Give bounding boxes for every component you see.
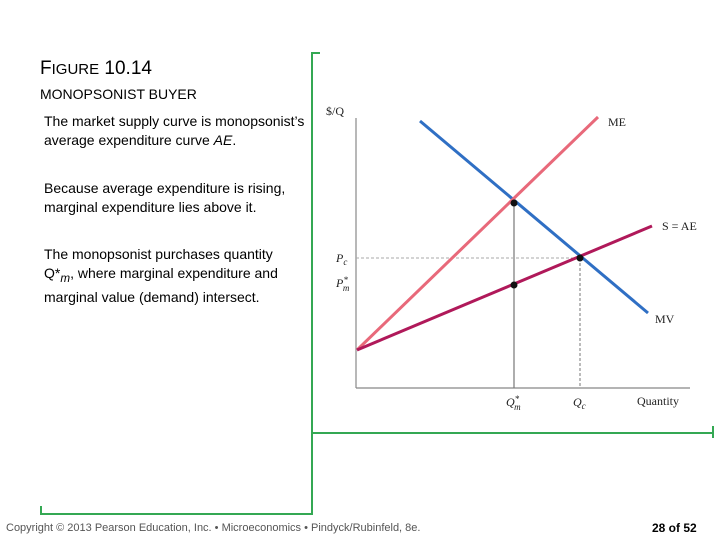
figure-label-cap: F [40,58,52,79]
paragraph-3-text: The monopsonist purchases quantity Q* [44,246,273,281]
copyright-footer: Copyright © 2013 Pearson Education, Inc. • Microeconomics • Pindyck/Rubinfeld, 8e. [6,522,421,534]
pc-label: $P_c$ [336,251,348,267]
paragraph-1-ae: AE [213,131,233,148]
y-axis-label: $/Q [326,104,344,118]
supply-label: S = AE [662,219,697,233]
paragraph-3-sub: m [60,271,71,285]
paragraph-3-end: , where marginal expenditure and marginal value (demand) intersect. [44,264,278,305]
page-number: 28 of 52 [652,521,697,535]
monopsony-price-point [511,282,518,289]
qc-label: $Q_c$ [573,395,586,411]
mv-curve [420,121,648,313]
paragraph-1-end: . [232,131,237,148]
me-mv-intersection-point [511,200,518,207]
mv-label: MV [655,312,675,326]
pm-label: P* m [336,275,350,293]
paragraph-1-text: The market supply curve is monopsonist’s average expenditure curve [44,113,305,148]
supply-ae-curve [357,226,652,350]
figure-number: 10.14 [104,58,152,79]
qm-label: Q* m [506,394,521,412]
me-label: ME [608,115,626,129]
me-curve [357,117,598,350]
supply-mv-intersection-point [577,255,584,262]
figure-label-rest: IGURE [51,61,100,78]
paragraph-2-text: Because average expenditure is rising, marginal expenditure lies above it. [44,180,286,215]
x-axis-label: Quantity [637,394,679,408]
figure-subtitle: MONOPSONIST BUYER [40,86,197,102]
